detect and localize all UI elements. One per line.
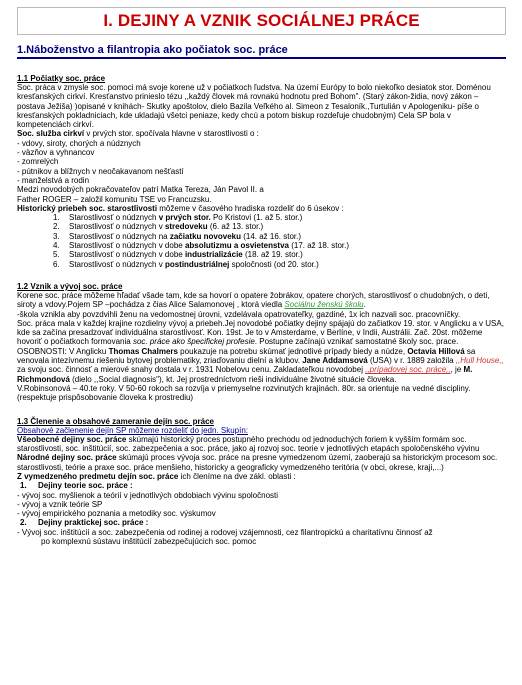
- page-title: I. DEJINY A VZNIK SOCIÁLNEJ PRÁCE: [103, 11, 420, 30]
- list-item: - vývoj soc. myšlienok a teórií v jednotlivých obdobiach vývinu spoločnosti: [17, 490, 279, 500]
- paragraph-roots: [17, 291, 506, 310]
- paragraph-general-history: [17, 435, 506, 454]
- paragraph-two-areas: [17, 472, 506, 481]
- text-run: skúmajú historický proces postupného prechodu od jednoduchých foriem k vyšším formám soc. starostlivosti, soc. inštitúcií, soc. zabezpečenia a soc. práce, jako aj rozvoj soc. teorie v jednotlivých etapách spoločenského vývinu: [17, 434, 480, 454]
- paragraph-roger: Father ROGER – založil komunitu TSE vo Francuzsku.: [17, 194, 212, 204]
- section-heading-1: 1.Náboženstvo a filantropia ako počiatok soc. práce: [17, 44, 506, 59]
- paragraph-school: -škola vznikla aby povzdvihli ženu na vedomostnej úrovni, vzdelávala opatrovateľky, gazdiné, 1x ich nazvali soc. pracovníčky.: [17, 309, 461, 319]
- list-item: - Vývoj soc. inštitúcií a soc. zabezpečenia od rodinej a rodovej vzájemnosti, cez filantropickú a charitatívnu činnosť až: [17, 527, 433, 537]
- text-run: Dejiny teorie soc. práce :: [38, 481, 133, 491]
- list-item: - manželstvá a rodin: [17, 175, 90, 185]
- subheading-1-1: 1.1 Počiatky soc. práce: [17, 74, 106, 83]
- bold-term: Národné dejiny soc. práce: [17, 453, 117, 463]
- text-run: , je: [450, 365, 464, 375]
- school-link-text: Sociálnu ženskú školu: [284, 300, 364, 310]
- period-item: [53, 241, 506, 251]
- text-run: OSOBNOSTI: V Anglicku: [17, 346, 109, 356]
- text-run: (dielo ,,Social diagnosis"), kt. Jej prostredníctvom rieši individuálne životné situácie človeka.: [69, 374, 397, 384]
- subheading-1-3: 1.3 Členenie a obsahové zameranie dejín soc. práce: [17, 416, 214, 426]
- bold-term: Jane Addamsová: [302, 356, 368, 366]
- text-run: (18. až 19. stor.): [242, 250, 303, 260]
- list-number: 5.: [53, 250, 60, 260]
- paragraph-history: [17, 204, 506, 213]
- text-run: ich členíme na dve zákl. oblasti :: [178, 471, 296, 481]
- title-box: [17, 7, 506, 35]
- document-page: [0, 7, 522, 685]
- period-item: [53, 250, 506, 260]
- bold-term: stredoveku: [164, 222, 208, 232]
- list-number: 6.: [53, 259, 60, 269]
- list-item: - pútnikov a blížnych v neočakavanom nešťastí: [17, 166, 184, 176]
- red-term: ,,prípadovej soc. práce,,: [365, 365, 451, 375]
- theory-list: [17, 491, 506, 519]
- red-term: ,,Hull House,,: [455, 356, 504, 366]
- list-item: - vdovy, siroty, chorých a núdznych: [17, 138, 141, 148]
- bold-term: industrializácie: [184, 250, 243, 260]
- text-run: Po Kristovi (1. až 5. stor.): [210, 213, 303, 223]
- text-run: (17. až 18. stor.): [288, 241, 350, 251]
- list-item: - vývoj a vznik teórie SP: [17, 499, 103, 509]
- list-number: 2.: [53, 222, 60, 232]
- paragraph-personalities: [17, 347, 506, 384]
- text-run: (14. až 16. stor.): [240, 231, 302, 241]
- text-run: .: [363, 300, 366, 310]
- practice-list: [17, 528, 506, 547]
- bold-term: Soc. služba cirkví: [17, 129, 85, 139]
- theory-heading: [17, 481, 506, 490]
- list-number: 4.: [53, 241, 60, 251]
- periods-list: [17, 213, 506, 269]
- text-run: . Postupne začínajú vznikať samostatné školy soc. prace.: [254, 337, 459, 347]
- period-item: [53, 259, 506, 269]
- bold-term: absolutizmu a osvietenstva: [184, 241, 289, 251]
- bold-term: Z vymedzeného predmetu dejín soc. práce: [17, 471, 179, 481]
- paragraph-groups: Obsahové začlenenie dejín SP môžeme rozdeliť do jedn. Skupín:: [17, 425, 248, 435]
- subheading-1-2: 1.2 Vznik a vývoj soc. práce: [17, 281, 123, 291]
- list-number: 2.: [20, 518, 27, 528]
- list-number: 3.: [53, 231, 60, 241]
- bold-term: postindustriálnej: [164, 259, 230, 269]
- paragraph-church-service: [17, 129, 506, 138]
- text-run: (6. až 13. stor.): [207, 222, 264, 232]
- list-item: - vývoj empirického poznania a metodiky soc. výskumov: [17, 509, 216, 519]
- bold-term: Všeobecné dejiny soc. práce: [17, 434, 127, 444]
- paragraph-robinson: V.Robinsonová – 40.te roky. V 50-60 rokoch sa rozvíja v priemyselne rozvinutých krajinách. 80r. sa orientuje na vedné discipliny.(respektuje prispôsobovanie človeka k prostrediu): [17, 383, 471, 403]
- text-run: Starostlivosť o núdznych na: [69, 231, 170, 241]
- text-run: Dejiny praktickej soc. práce :: [38, 518, 149, 528]
- bold-term: M. Richmondová: [17, 365, 473, 384]
- text-run: Starostlivosť o núdznych: [69, 213, 159, 223]
- bold-term: Thomas Chalmers: [108, 346, 178, 356]
- paragraph-development: [17, 319, 506, 347]
- list-item: - väzňov a vyhnancov: [17, 148, 95, 158]
- paragraph-origins: Soc. práca v zmysle soc. pomoci má svoje korene už v počiatkoch ľudstva. Na území Európy to bolo niekoľko desiatok stor. Doménou kresťanských cirkví. Kresťanstvo prinieslo tézu ,,každý človek má rovnakú hodnotu pred Bohom". (Starý zákon-židia, nový zákon – postava Ježiša) )opisané v knihách- Skutky apoštolov, dielo Bazila Veľkého al. Simeon z Tesaloník.,Turtulián v Apologeniku- píše o kresťanských pokladniciach, kde ukladajú všetci peniaze, kedy chcú a potom biskup rozdeľuje chudobným) Cela SP bola v kompetenciách cirkví.: [17, 83, 491, 130]
- bold-term: v prvých stor.: [158, 213, 211, 223]
- text-run: Starostlivosť o núdznych v dobe: [69, 250, 185, 260]
- bold-term: Historický priebeh soc. starostlivosti: [17, 203, 158, 213]
- list-number: 1.: [20, 481, 27, 491]
- period-item: [53, 222, 506, 232]
- text-run: Starostlivosť o núdznych v: [69, 222, 165, 232]
- text-run: v prvých stor. spočívala hlavne v starostlivosti o :: [84, 129, 259, 139]
- paragraph-successors: Medzi novodobých pokračovateľov patrí Matka Tereza, Ján Pavol II. a: [17, 185, 264, 195]
- care-list: [17, 139, 506, 185]
- text-run: sa venovala intezívnemu riešeniu bytovej problematiky, zriaďovaniu dielní a klubov.: [17, 346, 476, 366]
- text-run: za svoju soc. činnosť a mierové snahy dostala v r. 1931 Nobelovu cenu. Zakladateľkou novodobej: [17, 365, 366, 375]
- bold-term: Octavia Hillová: [407, 346, 465, 356]
- text-run: (USA) v r. 1889 založila: [367, 356, 456, 366]
- text-run: Starostlivosť o núdznych v: [69, 259, 165, 269]
- bold-term: začiatku novoveku: [169, 231, 241, 241]
- text-run: môžeme v časového hradiska rozdeliť do 6 úsekov :: [157, 203, 344, 213]
- practice-heading: [17, 518, 506, 527]
- text-run: skúmajú proces vývoja soc. práce na presne vymedzenom území, zaoberajú sa historickým procesom soc. starostlivosti, teórie a praxe soc. práce menšieho, historicky a geograficky vymedzeného teritória (v obci, okrese, kraji,...): [17, 453, 498, 472]
- text-run: Starostlivosť o núdznych v dobe: [69, 241, 185, 251]
- period-item: [53, 213, 506, 223]
- text-run: Soc. práca mala v každej krajine rozdielny vývoj a priebeh.Jej novodobé počiatky dejiny spájajú do začiatkov 19. stor. v Anglicku a v USA, kde sa začína presadzovať individuálna starostlivosť. Kon. 19st. Je to v Amsterdame, v Berlíne, v Indii, Austrálii. Zač. 20st. môžeme hovoriť o počiatkoch formovania: [17, 318, 504, 347]
- period-item: [53, 231, 506, 241]
- text-run: Korene soc. práce môžeme hľadať všade tam, kde sa hovorí o opatere žobrákov, opatere chorých, starostlivosť o chudobných, o deti, siroty a vdovy.Pojem SP –pochádza z čias Alice Salamonovej , ktorá viedla: [17, 290, 490, 310]
- list-item: po komplexnú sústavu inštitúcií zabezpečujúcich soc. pomoc: [41, 537, 257, 547]
- list-item: - zomrelých: [17, 157, 59, 167]
- italic-term: soc. práce ako špecifickej profesie: [132, 337, 255, 347]
- paragraph-national-history: [17, 453, 506, 472]
- text-run: poukazuje na potrebu skúmať jednotlivé prípady biedy a núdze,: [177, 346, 408, 356]
- text-run: spoločnosti (od 20. stor.): [229, 259, 319, 269]
- list-number: 1.: [53, 213, 60, 223]
